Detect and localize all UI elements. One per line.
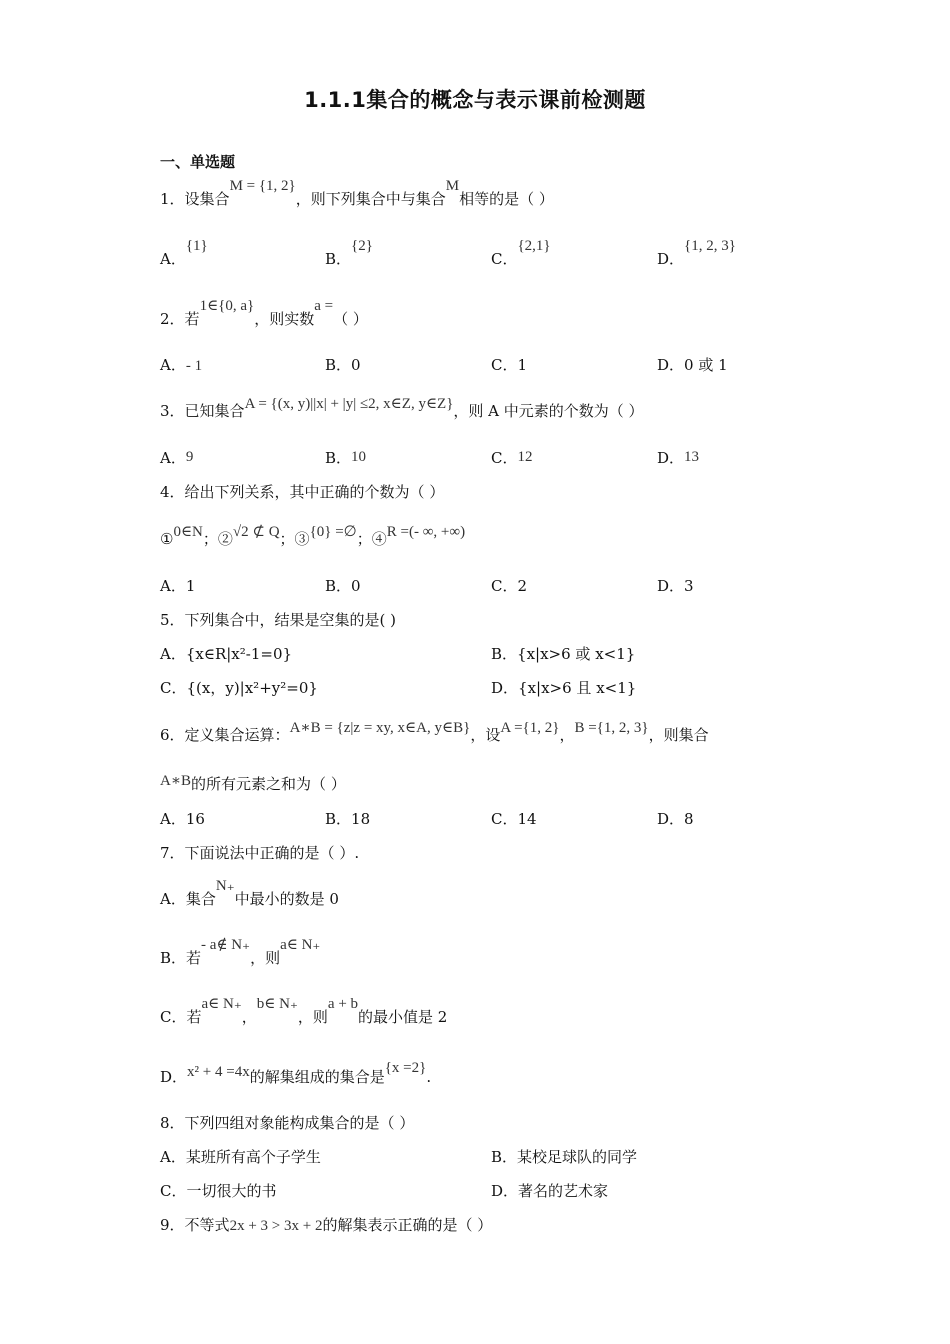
option-b: B．10 [325, 449, 367, 467]
option-c: C．一切很大的书 [160, 1182, 277, 1200]
option-a: A．9 [160, 449, 194, 467]
option-d: D．x² + 4 =4x的解集组成的集合是{x =2}. [160, 1060, 432, 1086]
option-b: B．0 [325, 356, 361, 374]
option-c: C．14 [491, 810, 537, 828]
question-3: 3．已知集合A = {(x, y)||x| + |y| ≤2, x∈Z, y∈Z}，则 A 中元素的个数为（ ） [160, 396, 644, 420]
option-a: A．- 1 [160, 356, 203, 374]
math-formula: N₊ [215, 878, 235, 894]
question-5: 5．下列集合中，结果是空集的是( ) [160, 611, 397, 629]
math-formula: A ={1, 2} [500, 720, 560, 736]
option-a: A．{1} [160, 238, 208, 268]
option-d: D．{x|x>6 且 x<1} [491, 679, 637, 697]
math-formula: x² + 4 =4x [187, 1064, 250, 1080]
math-formula: A∗B = {z|z = xy, x∈A, y∈B} [289, 720, 471, 736]
option-c: C．1 [491, 356, 528, 374]
math-formula: a = [314, 298, 334, 314]
option-c: C．若a∈ N₊，b∈ N₊，则a + b的最小值是 2 [160, 996, 448, 1026]
option-b: B．18 [325, 810, 371, 828]
math-formula: M = {1, 2} [229, 178, 296, 194]
math-formula: a∈ N₊ [201, 996, 242, 1012]
math-formula: √2 ⊄ Q [232, 524, 280, 540]
option-c: C．{2,1} [491, 238, 551, 268]
question-4: 4．给出下列关系，其中正确的个数为（ ） [160, 483, 445, 501]
option-a: A．{x∈R|x²-1=0} [160, 645, 293, 663]
math-formula: B ={1, 2, 3} [574, 720, 649, 736]
option-d: D．3 [657, 577, 694, 595]
question-8: 8．下列四组对象能构成集合的是（ ） [160, 1114, 415, 1132]
option-d: D．著名的艺术家 [491, 1182, 609, 1200]
option-d: D．{1, 2, 3} [657, 238, 736, 268]
math-formula: R =(- ∞, +∞) [386, 524, 466, 540]
option-c: C．12 [491, 449, 533, 467]
option-b: B．若- a∉ N₊，则a∈ N₊ [160, 937, 321, 967]
question-9: 9．不等式2x + 3 > 3x + 2的解集表示正确的是（ ） [160, 1216, 493, 1234]
option-d: D．0 或 1 [657, 356, 728, 374]
section-heading: 一、单选题 [160, 153, 236, 171]
math-formula: 0∈N [173, 524, 203, 540]
math-formula: 1∈{0, a} [199, 298, 255, 314]
math-formula: A = {(x, y)||x| + |y| ≤2, x∈Z, y∈Z} [244, 396, 454, 412]
option-a: A．某班所有高个子学生 [160, 1148, 321, 1166]
question-6: 6．定义集合运算：A∗B = {z|z = xy, x∈A, y∈B}，设A ={1, 2}，B ={1, 2, 3}，则集合 [160, 720, 709, 744]
option-a: A．16 [160, 810, 205, 828]
math-formula: a + b [327, 996, 359, 1012]
document-title: 1.1.1集合的概念与表示课前检测题 [304, 88, 646, 112]
question-1: 1．设集合M = {1, 2}，则下列集合中与集合M相等的是（ ） [160, 178, 554, 208]
math-formula: {x =2} [384, 1060, 427, 1076]
math-formula: M [445, 178, 460, 194]
question-7: 7．下面说法中正确的是（ ）. [160, 844, 360, 862]
option-b: B．0 [325, 577, 361, 595]
option-d: D．8 [657, 810, 694, 828]
option-c: C．2 [491, 577, 528, 595]
option-b: B．某校足球队的同学 [491, 1148, 638, 1166]
option-a: A．集合N₊中最小的数是 0 [160, 878, 339, 908]
math-formula: 2x + 3 > 3x + 2 [229, 1218, 323, 1234]
option-a: A．1 [160, 577, 196, 595]
option-b: B．{2} [325, 238, 373, 268]
option-d: D．13 [657, 449, 700, 467]
question-4-relations: ①0∈N；②√2 ⊄ Q；③{0} =∅；④R =(- ∞, +∞) [160, 524, 466, 548]
question-2: 2．若1∈{0, a}，则实数a =（ ） [160, 298, 368, 328]
math-formula: b∈ N₊ [256, 996, 298, 1012]
question-6-continued: A∗B的所有元素之和为（ ） [160, 773, 346, 793]
option-b: B．{x|x>6 或 x<1} [491, 645, 636, 663]
math-formula: - a∉ N₊ [201, 937, 251, 953]
option-c: C．{(x，y)|x²+y²=0} [160, 679, 318, 697]
math-formula: {0} =∅ [309, 524, 357, 540]
math-formula: a∈ N₊ [280, 937, 321, 953]
math-formula: A∗B [160, 773, 192, 789]
